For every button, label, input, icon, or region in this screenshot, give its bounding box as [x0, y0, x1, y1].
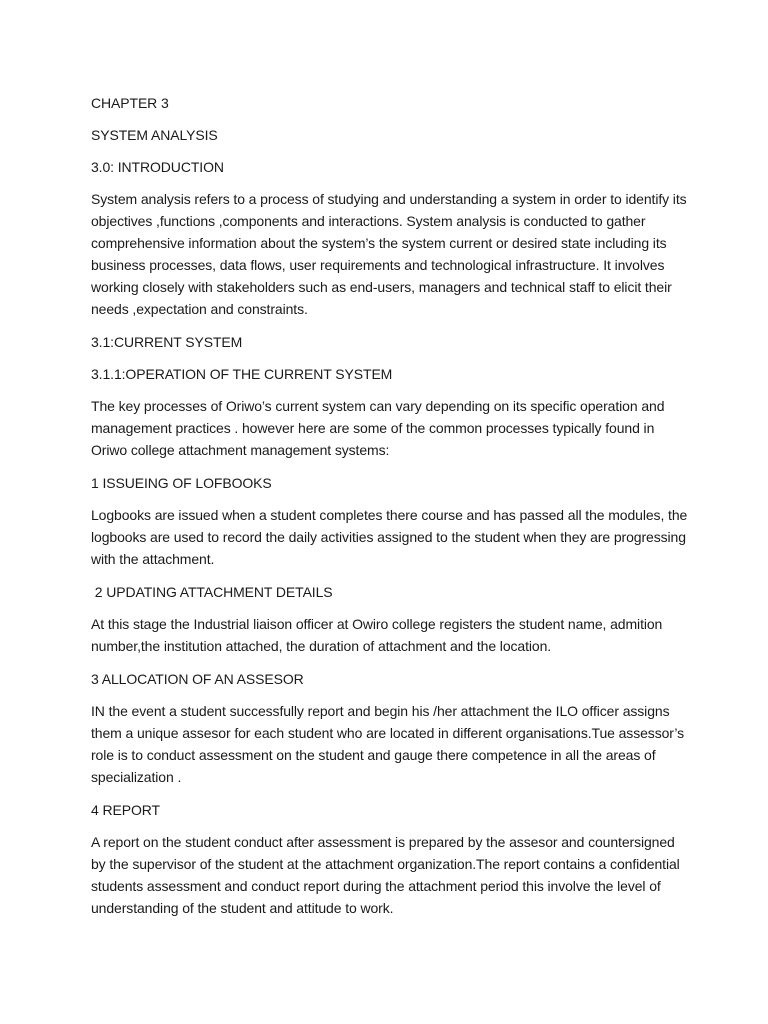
section-heading-introduction: 3.0: INTRODUCTION: [91, 159, 224, 175]
process-heading-report: 4 REPORT: [91, 802, 160, 818]
document-body: [91, 92, 691, 930]
chapter-title: SYSTEM ANALYSIS: [91, 127, 218, 143]
subsection-heading-operation: 3.1.1:OPERATION OF THE CURRENT SYSTEM: [91, 366, 393, 382]
paragraph-attachment-details: At this stage the Industrial liaison officer at Owiro college registers the student name, admition number,the institution attached, the duration of attachment and the location.: [91, 616, 663, 654]
paragraph-assessor: IN the event a student successfully report and begin his /her attachment the ILO officer assigns them a unique assesor for each student who are located in different organisations.Tue assessor’s role is to conduct assessment on the student and gauge there competence in all the areas of specialization .: [91, 703, 685, 785]
paragraph-report: A report on the student conduct after assessment is prepared by the assesor and countersigned by the supervisor of the student at the attachment organization.The report contains a confidential students assessment and conduct report during the attachment period this involve the level of understanding of the student and attitude to work.: [91, 834, 680, 916]
chapter-number: CHAPTER 3: [91, 95, 169, 111]
process-heading-attachment-details: 2 UPDATING ATTACHMENT DETAILS: [91, 584, 333, 600]
paragraph-operation: The key processes of Oriwo’s current system can vary depending on its specific operation and management practices . however here are some of the common processes typically found in Oriwo college attachment management systems:: [91, 398, 665, 458]
process-heading-logbooks: 1 ISSUEING OF LOFBOOKS: [91, 475, 272, 491]
section-heading-current-system: 3.1:CURRENT SYSTEM: [91, 334, 243, 350]
process-heading-assessor: 3 ALLOCATION OF AN ASSESOR: [91, 671, 304, 687]
paragraph-logbooks: Logbooks are issued when a student completes there course and has passed all the modules, the logbooks are used to record the daily activities assigned to the student when they are progressing with the attachment.: [91, 507, 688, 567]
paragraph-introduction: System analysis refers to a process of studying and understanding a system in order to identify its objectives ,functions ,components and interactions. System analysis is conducted to gather comprehensive information about the system’s the system current or desired state including its business processes, data flows, user requirements and technological infrastructure. It involves working closely with stakeholders such as end-users, managers and technical staff to elicit their needs ,expectation and constraints.: [91, 191, 687, 317]
